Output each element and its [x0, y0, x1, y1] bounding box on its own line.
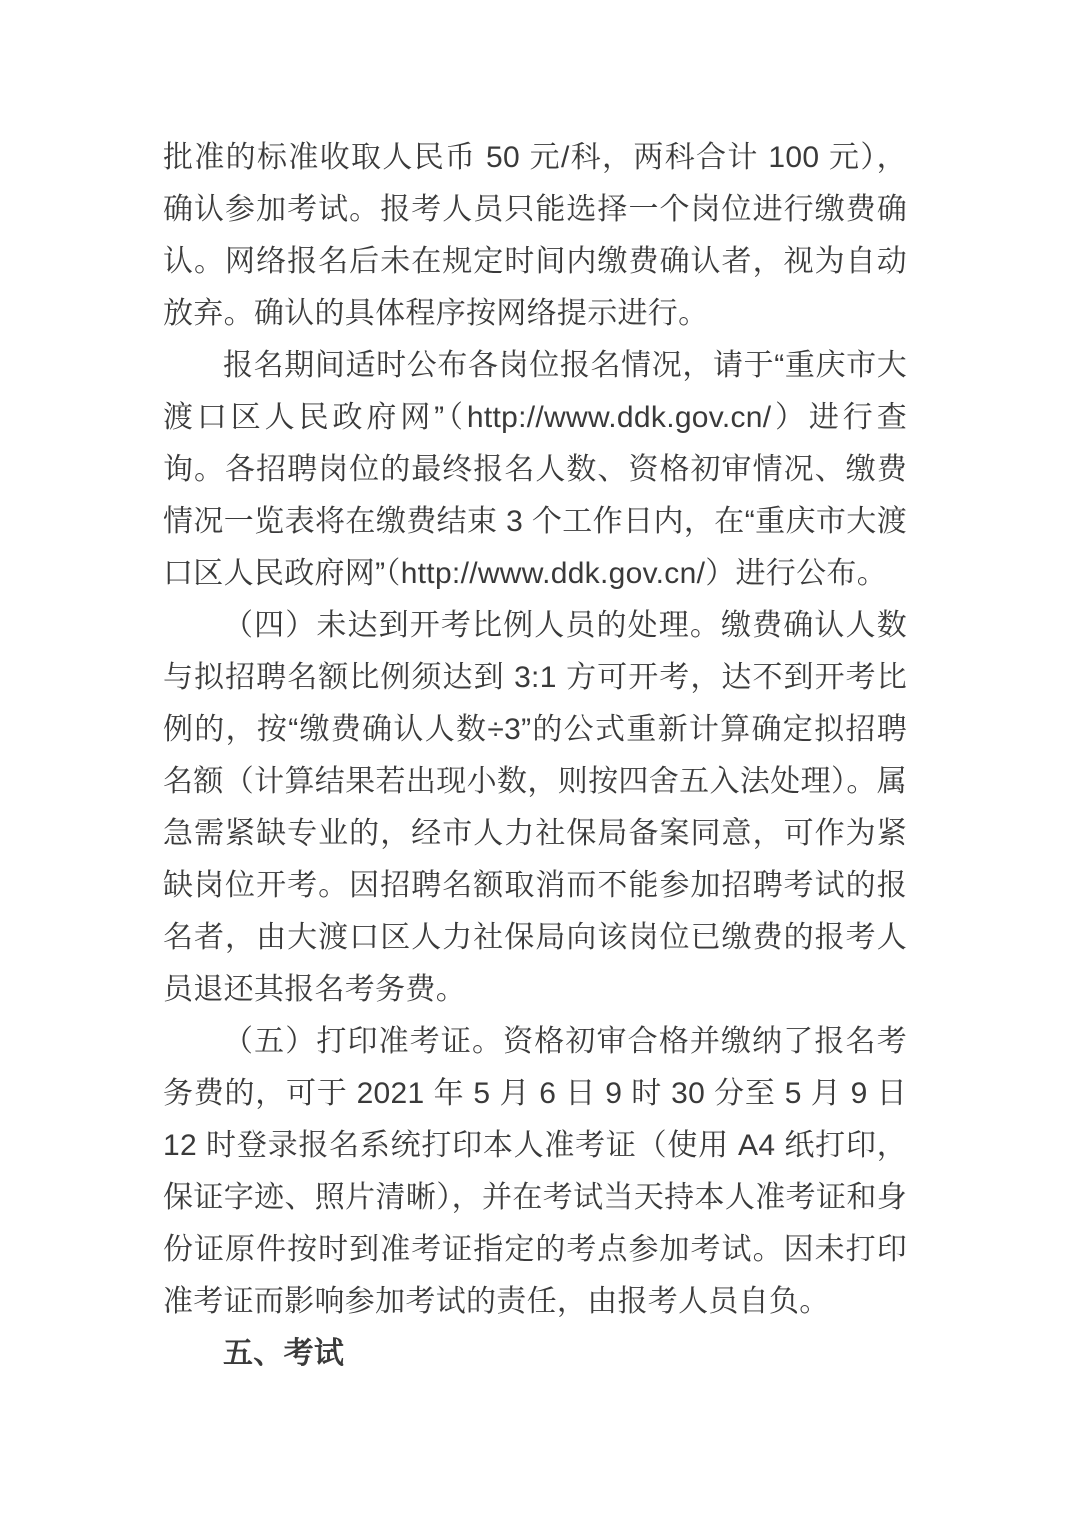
section-heading-exam: 五、考试: [223, 1337, 345, 1370]
paragraph-item-four-exam-ratio: （四）未达到开考比例人员的处理。缴费确认人数与拟招聘名额比例须达到 3:1 方可开考，达不到开考比例的，按“缴费确认人数÷3”的公式重新计算确定拟招聘名额（计算结果若出现小数，则按四舍五入法处理）。属急需紧缺专业的，经市人力社保局备案同意，可作为紧缺岗位开考。因招聘名额取消而不能参加招聘考试的报名者，由大渡口区人力社保局向该岗位已缴费的报考人员退还其报名考务费。: [163, 609, 907, 1006]
paragraph-registration-publication: 报名期间适时公布各岗位报名情况，请于“重庆市大渡口区人民政府网”（http://www.ddk.gov.cn/）进行查询。各招聘岗位的最终报名人数、资格初审情况、缴费情况一览表将在缴费结束 3 个工作日内，在“重庆市大渡口区人民政府网”（http://www.ddk.gov.cn/）进行公布。: [163, 349, 907, 590]
paragraph-payment-confirmation: 批准的标准收取人民币 50 元/科，两科合计 100 元），确认参加考试。报考人员只能选择一个岗位进行缴费确认。网络报名后未在规定时间内缴费确认者，视为自动放弃。确认的具体程序按网络提示进行。: [163, 141, 907, 330]
document-content: [163, 132, 907, 1380]
paragraph-item-five-print-admission-ticket: （五）打印准考证。资格初审合格并缴纳了报名考务费的，可于 2021 年 5 月 6 日 9 时 30 分至 5 月 9 日 12 时登录报名系统打印本人准考证（使用 A4 纸打印，保证字迹、照片清晰），并在考试当天持本人准考证和身份证原件按时到准考证指定的考点参加考试。因未打印准考证而影响参加考试的责任，由报考人员自负。: [163, 1025, 907, 1318]
